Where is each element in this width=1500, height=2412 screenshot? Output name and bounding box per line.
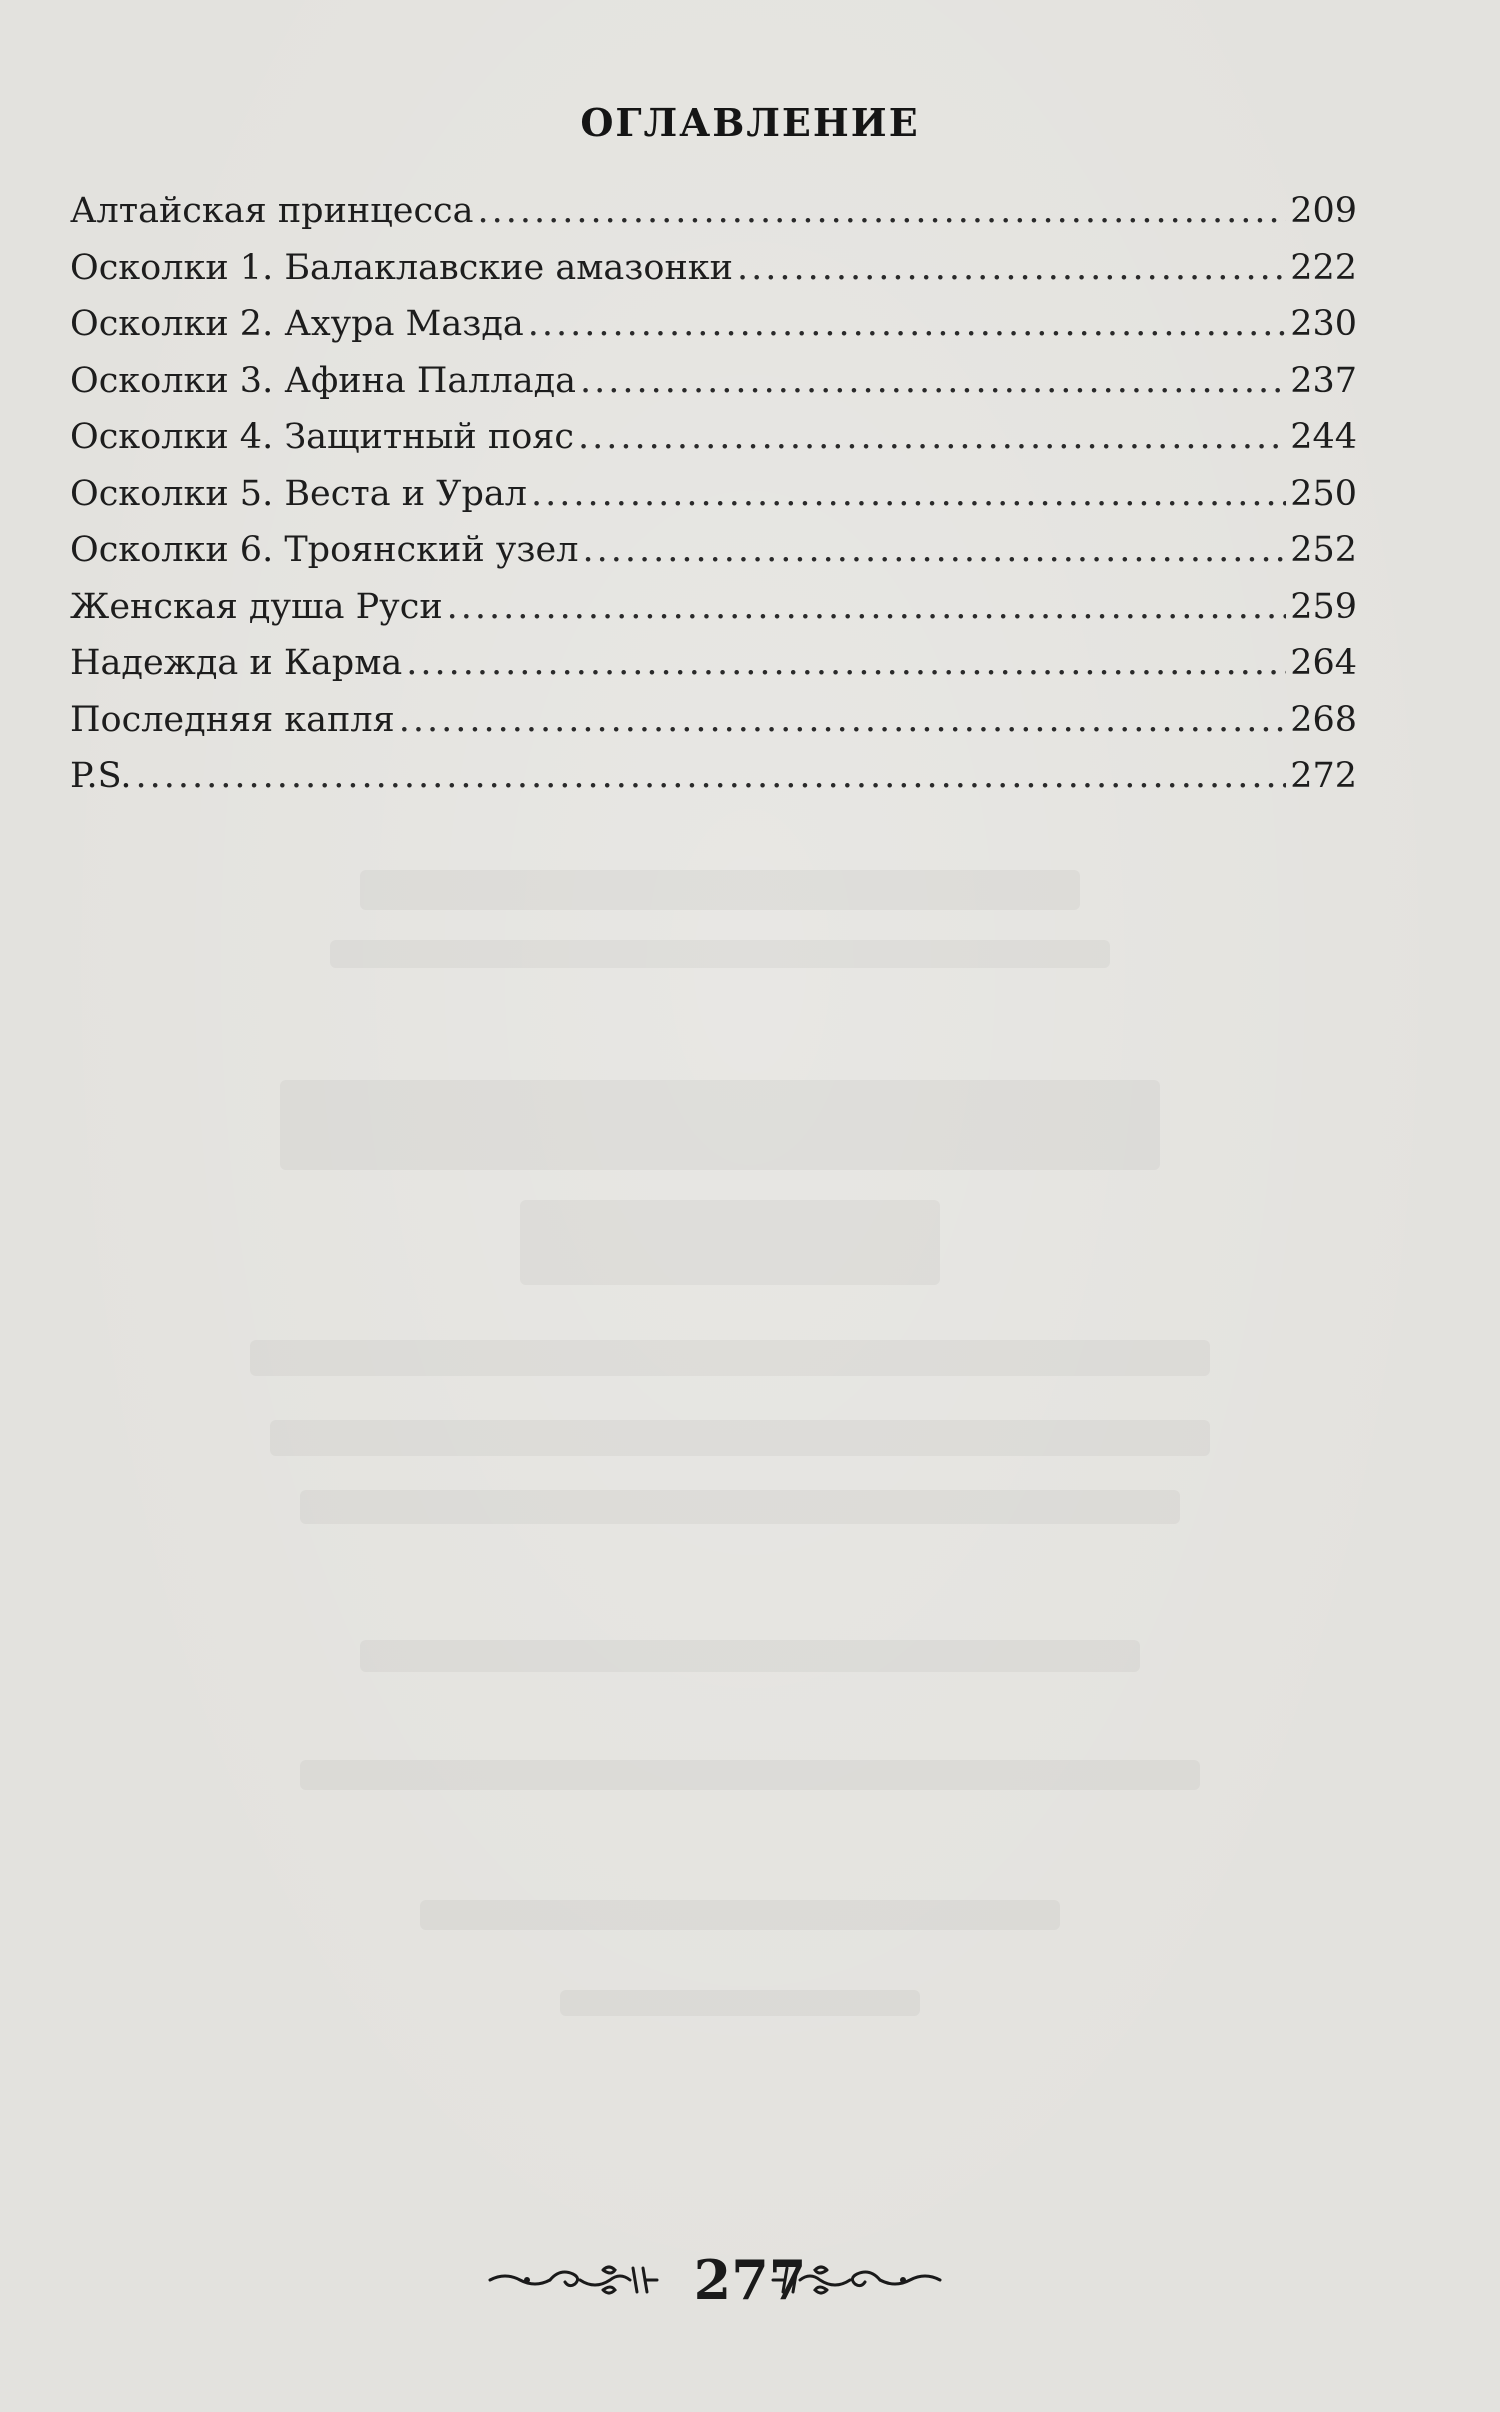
toc-entry (70, 748, 1357, 805)
toc-entry (70, 692, 1357, 749)
toc-leader-dots (737, 240, 1286, 297)
toc-entry-page: 264 (1290, 643, 1357, 683)
toc-entry-title: Надежда и Карма (70, 643, 403, 683)
toc-leader-dots (399, 692, 1286, 749)
toc-leader-dots (135, 748, 1286, 805)
toc-entry-page: 209 (1290, 191, 1357, 231)
table-of-contents (70, 183, 1357, 805)
toc-entry-title: P.S. (70, 756, 132, 796)
toc-entry-page: 268 (1290, 699, 1357, 740)
toc-entry-title: Осколки 4. Защитный пояс (70, 417, 574, 457)
toc-entry-title: Осколки 2. Ахура Мазда (70, 304, 524, 344)
toc-entry (70, 409, 1357, 466)
toc-leader-dots (578, 409, 1286, 466)
toc-entry-page: 237 (1290, 360, 1357, 401)
toc-entry-title: Последняя капля (70, 699, 395, 740)
toc-entry-page: 250 (1290, 473, 1357, 514)
toc-entry (70, 183, 1357, 240)
toc-entry (70, 522, 1357, 579)
toc-entry (70, 240, 1357, 297)
page-title: ОГЛАВЛЕНИЕ (580, 100, 920, 145)
toc-entry-title: Осколки 5. Веста и Урал (70, 473, 527, 514)
toc-entry-title: Осколки 1. Балаклавские амазонки (70, 247, 733, 288)
toc-entry-page: 222 (1290, 247, 1357, 288)
toc-leader-dots (478, 183, 1287, 240)
toc-entry-title: Женская душа Руси (70, 586, 443, 627)
toc-entry (70, 635, 1357, 692)
toc-entry-page: 272 (1290, 756, 1357, 796)
toc-entry-page: 244 (1290, 417, 1357, 457)
toc-leader-dots (580, 353, 1286, 410)
toc-entry (70, 466, 1357, 523)
toc-leader-dots (447, 579, 1287, 636)
toc-leader-dots (406, 635, 1286, 692)
toc-leader-dots (531, 466, 1286, 523)
toc-entry (70, 296, 1357, 353)
toc-entry-title: Алтайская принцесса (70, 191, 474, 231)
page-number: 277 (693, 2248, 807, 2312)
toc-entry (70, 579, 1357, 636)
toc-entry-page: 252 (1290, 530, 1357, 570)
page-footer (0, 2240, 1500, 2320)
toc-leader-dots (528, 296, 1286, 353)
ornament-right-icon (770, 2260, 945, 2300)
toc-leader-dots (582, 522, 1286, 579)
toc-entry-page: 230 (1290, 304, 1357, 344)
toc-entry-title: Осколки 3. Афина Паллада (70, 360, 577, 401)
toc-entry (70, 353, 1357, 410)
toc-entry-page: 259 (1290, 586, 1357, 627)
toc-entry-title: Осколки 6. Троянский узел (70, 530, 579, 570)
